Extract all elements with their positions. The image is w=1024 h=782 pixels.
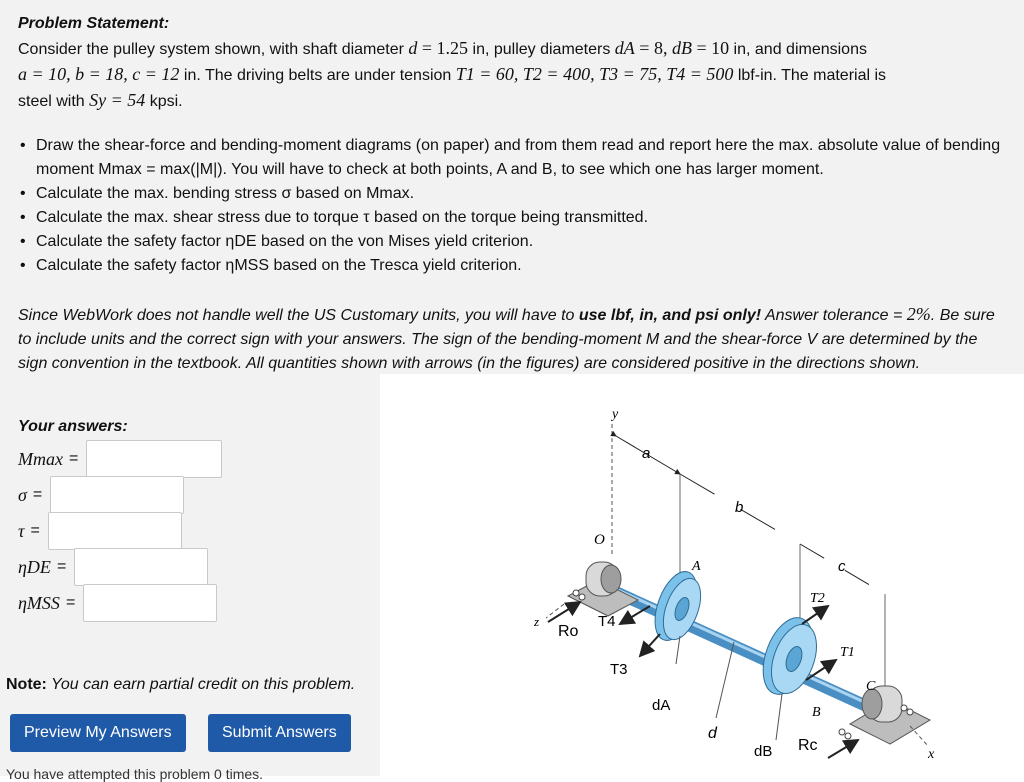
- problem-statement: [18, 12, 1008, 114]
- t4-label: T4: [598, 613, 616, 630]
- answer-label: ηMSS: [18, 592, 60, 613]
- db-label: dB: [754, 743, 773, 760]
- point-a-label: A: [692, 559, 701, 574]
- submit-answers-button[interactable]: Submit Answers: [208, 714, 351, 752]
- y-axis-label: y: [612, 407, 619, 422]
- point-c-label: C: [866, 679, 876, 694]
- answer-label: τ: [18, 520, 25, 541]
- attempts-text: You have attempted this problem 0 times.: [6, 766, 264, 782]
- task-list: [18, 134, 1024, 278]
- answer-row-mmax: Mmax =: [18, 440, 222, 478]
- task-item: • Calculate the max. bending stress σ based on Mmax.: [36, 182, 1024, 206]
- partial-credit-note: Note: You can earn partial credit on this problem.: [6, 676, 356, 693]
- ro-arrow: [548, 602, 580, 622]
- statement-line-1: Consider the pulley system shown, with shaft diameter d = 1.25 in, pulley diameters dA = 8, dB = 10 in, and dimensions: [18, 38, 867, 58]
- dim-a-label: a: [642, 445, 651, 462]
- t2-arrow: [802, 606, 828, 624]
- db-leader: [776, 694, 782, 740]
- z-axis-label: z: [534, 614, 540, 629]
- statement-line-2: a = 10, b = 18, c = 12 in. The driving belts are under tension T1 = 60, T2 = 400, T3 = 75, T4 = 500 lbf-in. The material is: [18, 64, 887, 84]
- answer-row-sigma: σ =: [18, 476, 184, 514]
- t1-label: T1: [840, 645, 855, 660]
- point-o-label: O: [594, 532, 605, 548]
- rc-label: Rc: [798, 737, 818, 754]
- point-b-label: B: [812, 705, 821, 720]
- d-label: d: [708, 725, 717, 742]
- answer-label: σ: [18, 484, 27, 505]
- answer-row-eta-de: ηDE =: [18, 548, 208, 586]
- d-leader: [716, 642, 734, 718]
- tau-input[interactable]: [48, 512, 182, 550]
- dim-c-label: c: [838, 558, 846, 575]
- pulley-shaft-figure: [380, 374, 1024, 776]
- task-item: • Calculate the max. shear stress due to torque τ based on the torque being transmitted.: [36, 206, 1024, 230]
- ro-label: Ro: [558, 623, 579, 640]
- eta-de-input[interactable]: [74, 548, 208, 586]
- problem-title: Problem Statement:: [18, 15, 170, 32]
- dim-b-label: b: [735, 499, 744, 516]
- task-item: • Draw the shear-force and bending-moment diagrams (on paper) and from them read and report here the max. absolute value of bending moment Mmax = max(|M|). You will have to check at both points, A and B, to see which one has larger moment.: [36, 134, 1024, 182]
- t2-label: T2: [810, 591, 825, 606]
- mmax-input[interactable]: [86, 440, 222, 478]
- task-item: • Calculate the safety factor ηMSS based on the Tresca yield criterion.: [36, 254, 1024, 278]
- units-notice: Since WebWork does not handle well the US Customary units, you will have to use lbf, in, and psi only! Answer tolerance = 2%. Be sure to include units and the correct sign with your answers. The sign of the bending-moment M and the shear-force V are determined by the sign convention in the textbook. All quantities shown with arrows (in the figures) are considered positive in the directions shown.: [18, 304, 995, 372]
- bearing-o: [568, 562, 638, 616]
- preview-answers-button[interactable]: Preview My Answers: [10, 714, 186, 752]
- sigma-input[interactable]: [50, 476, 184, 514]
- answer-label: Mmax: [18, 448, 63, 469]
- statement-line-3: steel with Sy = 54 kpsi.: [18, 90, 183, 110]
- da-label: dA: [652, 697, 671, 714]
- answer-row-eta-mss: ηMSS =: [18, 584, 217, 622]
- answer-row-tau: τ =: [18, 512, 182, 550]
- pulley-diagram: [380, 374, 1024, 776]
- t3-label: T3: [610, 661, 628, 678]
- z-axis-line: [546, 604, 564, 618]
- da-leader: [676, 636, 680, 664]
- rc-arrow: [828, 740, 858, 758]
- task-item: • Calculate the safety factor ηDE based on the von Mises yield criterion.: [36, 230, 1024, 254]
- t4-arrow: [620, 606, 650, 624]
- answer-label: ηDE: [18, 556, 51, 577]
- x-axis-label: x: [928, 747, 935, 762]
- t3-arrow: [640, 634, 660, 656]
- answers-heading: Your answers:: [18, 418, 128, 435]
- eta-mss-input[interactable]: [83, 584, 217, 622]
